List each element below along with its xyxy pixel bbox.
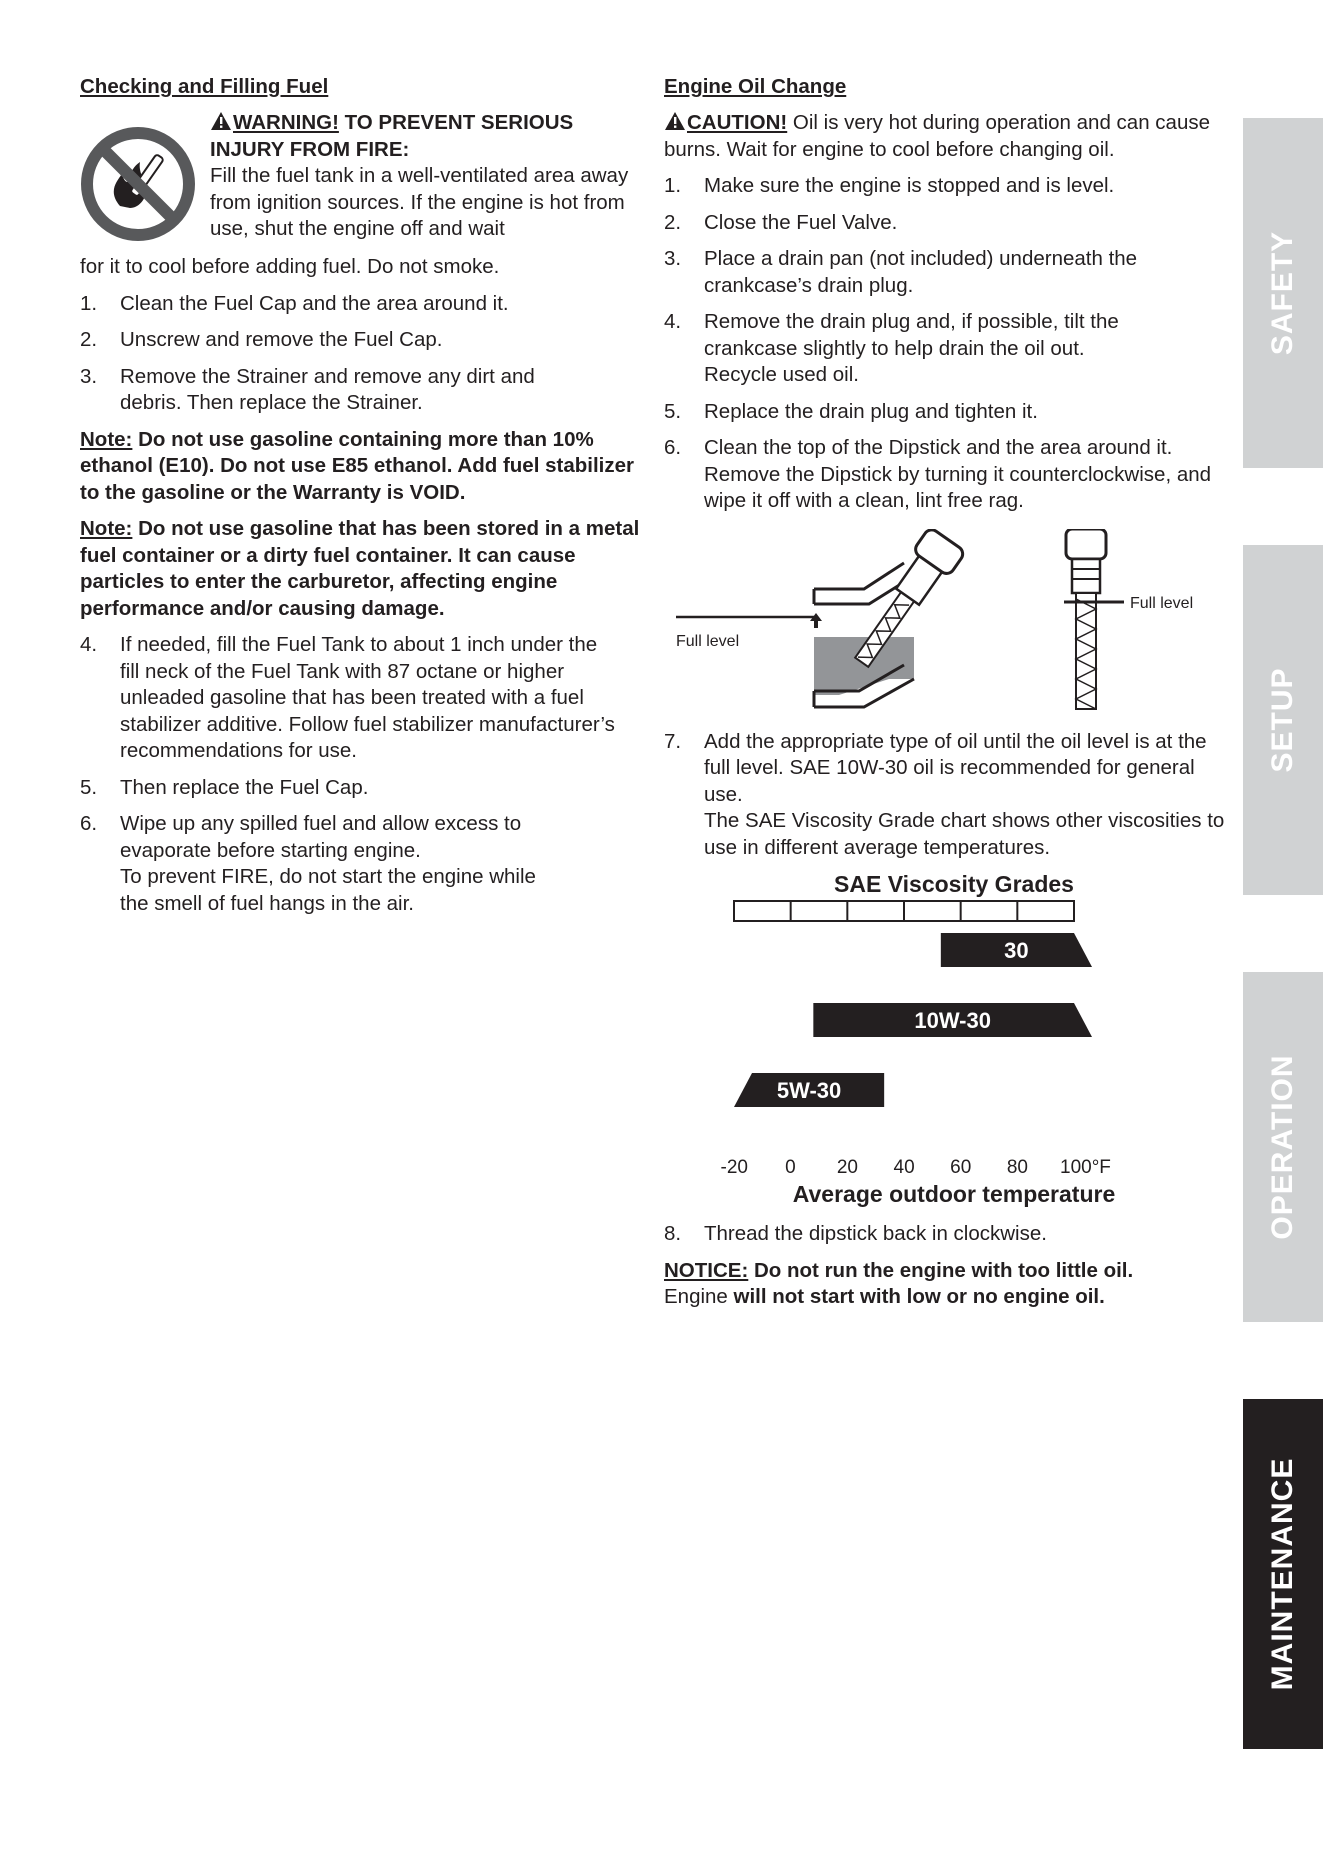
left-column <box>80 74 642 927</box>
dipstick-diagram <box>664 529 1224 719</box>
list-item: 3. Remove the Strainer and remove any dirt and debris. Then replace the Strainer. <box>80 364 535 414</box>
tick-label: 80 <box>1006 1157 1028 1178</box>
list-item: 8. Thread the dipstick back in clockwise. <box>664 1222 1047 1245</box>
caution-triangle-icon <box>664 111 686 131</box>
chart-svg <box>664 871 1224 1211</box>
warning-title <box>210 110 642 163</box>
list-item: 3. Place a drain pan (not included) underneath the crankcase’s drain plug. <box>664 247 1138 297</box>
grade-label: 30 <box>1004 938 1029 963</box>
tick-label: 20 <box>836 1157 858 1178</box>
warning-triangle-icon <box>210 111 232 131</box>
tick-label: 100°F <box>1060 1157 1111 1178</box>
list-item: 5. Replace the drain plug and tighten it. <box>664 399 1038 423</box>
list-item: 7. Add the appropriate type of oil until the oil level is at the full level. SAE 10W-30 oil is recommended for general use. The SAE Viscosity Grade chart shows other viscosities to use in different average temperatures. <box>664 729 1225 859</box>
tab-safety[interactable]: SAFETY <box>1243 118 1323 468</box>
tick-label: 0 <box>785 1157 796 1178</box>
tab-maintenance[interactable]: MAINTENANCE <box>1243 1399 1323 1749</box>
list-item: 2. Unscrew and remove the Fuel Cap. <box>80 328 443 351</box>
tab-operation[interactable]: OPERATION <box>1243 972 1323 1322</box>
warning-title-text: TO PREVENT SERIOUS INJURY FROM FIRE: <box>210 111 574 161</box>
oil-notice: NOTICE: Do not run the engine with too little oil. Engine will not start with low or no engine oil. <box>664 1258 1134 1308</box>
oil-steps <box>664 173 1234 515</box>
warning-text-tail: for it to cool before adding fuel. Do not smoke. <box>80 255 500 278</box>
list-item: 4. If needed, fill the Fuel Tank to about 1 inch under the fill neck of the Fuel Tank with 87 octane or higher unleaded gasoline that has been treated with a fuel stabilizer additive. Follow fuel stabilizer manufacturer’s recommendations for use. <box>80 633 615 762</box>
no-fire-icon <box>80 126 196 242</box>
tab-setup[interactable]: SETUP <box>1243 545 1323 895</box>
caution-paragraph: CAUTION! Oil is very hot during operation and can cause burns. Wait for engine to cool before changing oil. <box>664 111 1210 161</box>
list-item: 1. Make sure the engine is stopped and is level. <box>664 174 1115 197</box>
warning-text: Fill the fuel tank in a well-ventilated area away from ignition sources. If the engine is hot from use, shut the engine off and wait <box>210 164 629 240</box>
dipstick-illustration <box>664 529 1224 719</box>
tick-label: 40 <box>893 1157 915 1178</box>
grade-label: 5W-30 <box>776 1078 842 1103</box>
fuel-steps-a <box>80 291 642 417</box>
list-item: 2. Close the Fuel Valve. <box>664 210 898 234</box>
oil-step-7 <box>664 729 1234 862</box>
tick-label: -20 <box>720 1157 748 1178</box>
viscosity-chart <box>664 871 1224 1211</box>
ethanol-note: Note: Do not use gasoline containing more than 10% ethanol (E10). Do not use E85 ethanol. Add fuel stabilizer to the gasoline or the Warranty is VOID. <box>80 427 634 504</box>
oil-section-heading: Engine Oil Change <box>664 75 847 98</box>
full-level-label-right: Full level <box>1130 594 1194 612</box>
fuel-steps-b <box>80 632 642 917</box>
full-level-label-left: Full level <box>676 632 740 650</box>
fire-warning <box>80 110 642 252</box>
fuel-section-heading: Checking and Filling Fuel <box>80 75 329 98</box>
list-item: 6. Wipe up any spilled fuel and allow excess to evaporate before starting engine. To prevent FIRE, do not start the engine while the smell of fuel hangs in the air. <box>80 812 536 915</box>
x-axis-label: Average outdoor temperature <box>792 1181 1116 1207</box>
oil-step-8 <box>664 1221 1234 1248</box>
grade-label: 10W-30 <box>914 1008 991 1033</box>
list-item: 5. Then replace the Fuel Cap. <box>80 775 369 799</box>
container-note: Note: Do not use gasoline that has been stored in a metal fuel container or a dirty fuel container. It can cause particles to enter the carburetor, affecting engine performance and/or causing damage. <box>80 517 640 620</box>
list-item: 6. Clean the top of the Dipstick and the area around it. Remove the Dipstick by turning it counterclockwise, and wipe it off with a clean, lint free rag. <box>664 436 1212 512</box>
right-column <box>664 74 1234 1321</box>
list-item: 1. Clean the Fuel Cap and the area around it. <box>80 291 509 315</box>
tick-label: 60 <box>950 1157 972 1178</box>
list-item: 4. Remove the drain plug and, if possible, tilt the crankcase slightly to help drain the oil out. Recycle used oil. <box>664 310 1119 386</box>
chart-title: SAE Viscosity Grades <box>834 871 1074 897</box>
warning-label: WARNING! <box>233 111 339 134</box>
